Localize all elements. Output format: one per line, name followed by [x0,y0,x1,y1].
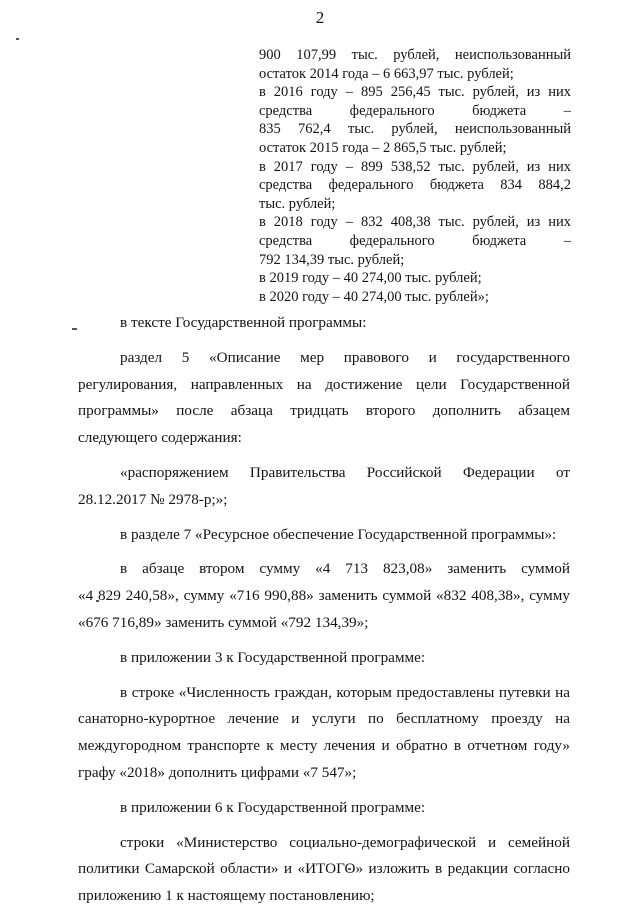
paragraph [78,460,570,514]
paragraph: в приложении 6 к Государственной программе: [120,798,426,816]
funding-line: средства федерального бюджета – [259,232,571,249]
funding-line: остаток 2015 года – 2 865,5 тыс. рублей; [259,139,507,156]
paragraph-line: раздел 5 «Описание мер правового и государственного [120,348,570,366]
paragraph-line: приложению 1 к настоящему постановлению; [78,887,375,905]
paragraph: в приложении 3 к Государственной программе: [120,648,426,666]
funding-line: остаток 2014 года – 6 663,97 тыс. рублей; [259,65,514,82]
paragraph-line: в строке «Численность граждан, которым предоставлены путевки на [120,683,570,701]
paragraph-line: «распоряжением Правительства Российской Федерации от [120,463,570,481]
paragraph [78,556,570,636]
paragraph [78,680,570,787]
paragraph-line: строки «Министерство социально-демографической и семейной [120,833,570,851]
funding-line: в 2017 году – 899 538,52 тыс. рублей, из них [259,158,571,175]
paragraph-line: в абзаце втором сумму «4 713 823,08» заменить суммой [120,560,570,578]
paragraph-line: программы» после абзаца тридцать второго дополнить абзацем [78,402,570,420]
paragraph-line: следующего содержания: [78,429,242,447]
paragraph [78,830,570,910]
funding-line: средства федерального бюджета – [259,102,571,119]
funding-line: в 2016 году – 895 256,45 тыс. рублей, из них [259,84,571,101]
paragraph-line: регулирования, направленных на достижение цели Государственной [78,375,570,393]
paragraph: в разделе 7 «Ресурсное обеспечение Государственной программы»: [120,525,557,543]
paragraph [78,345,570,452]
scan-speck [16,38,19,40]
paragraph-line: «676 716,89» заменить суммой «792 134,39»; [78,613,369,631]
paragraph-line: санаторно-курортное лечение и услуги по бесплатному проезду на [78,710,570,728]
paragraph-line: 28.12.2017 № 2978-р;»; [78,490,228,508]
funding-line: тыс. рублей; [259,195,336,212]
funding-line: 900 107,99 тыс. рублей, неиспользованный [259,47,571,63]
funding-line: средства федерального бюджета 834 884,2 [259,177,571,194]
paragraph: в тексте Государственной программы: [120,314,367,331]
paragraph-line: «4 829 240,58», сумму «716 990,88» заменить суммой «832 408,38», сумму [78,587,570,605]
document-body [78,310,570,910]
funding-line: в 2019 году – 40 274,00 тыс. рублей; [259,270,482,287]
funding-line: в 2020 году – 40 274,00 тыс. рублей»; [259,288,489,305]
paragraph-line: междугородном транспорте к месту лечения и обратно в отчетном году» [78,737,570,755]
paragraph-line: политики Самарской области» и «ИТОГО» изложить в редакции согласно [78,860,570,878]
funding-line: 792 134,39 тыс. рублей; [259,251,405,268]
funding-line: в 2018 году – 832 408,38 тыс. рублей, из них [259,214,571,231]
funding-line: 835 762,4 тыс. рублей, неиспользованный [259,121,571,138]
paragraph-line: графу «2018» дополнить цифрами «7 547»; [78,763,357,781]
scan-speck [72,328,77,330]
page-number: 2 [315,8,325,27]
funding-block [259,46,571,306]
